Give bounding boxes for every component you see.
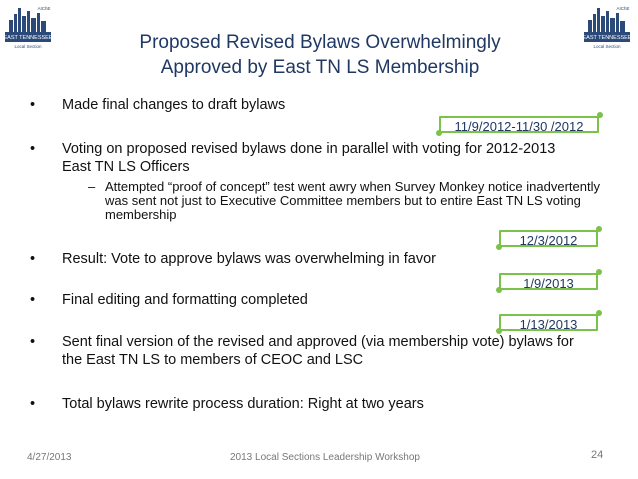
svg-text:EAST TENNESSEE: EAST TENNESSEE [582, 35, 632, 41]
bullet-text: Made final changes to draft bylaws [62, 97, 286, 113]
footer-event: 2013 Local Sections Leadership Workshop [230, 452, 420, 463]
bullet-text: Voting on proposed revised bylaws done in parallel with voting for 2012-2013 East TN LS Officers [62, 141, 556, 175]
bullet-dot-icon: • [30, 141, 36, 157]
bullet-text: Sent final version of the revised and approved (via membership vote) bylaws for the East TN LS to members of CEOC and LSC [62, 334, 574, 368]
bullet-text: Total bylaws rewrite process duration: Right at two years [62, 396, 424, 412]
svg-text:AIChE: AIChE [37, 6, 51, 11]
bullet-dot-icon: • [30, 396, 36, 412]
bullet-dot-icon: • [30, 292, 36, 308]
date-tag: 11/9/2012-11/30 /2012 [439, 116, 599, 133]
svg-text:AIChE: AIChE [616, 6, 630, 11]
svg-text:Local Section: Local Section [14, 44, 42, 49]
slide-title-line-2: Approved by East TN LS Membership [160, 57, 480, 78]
date-tag: 1/9/2013 [499, 273, 598, 290]
slide-title-line-1: Proposed Revised Bylaws Overwhelmingly [139, 32, 501, 53]
logo-left [3, 2, 53, 50]
dash-icon: – [88, 179, 96, 194]
aiche-logo-icon [3, 2, 53, 50]
date-tag: 1/13/2013 [499, 314, 598, 331]
bullet-text: Final editing and formatting completed [62, 292, 308, 308]
footer-date: 4/27/2013 [27, 452, 72, 463]
logo-right [582, 2, 632, 50]
svg-text:Local Section: Local Section [593, 44, 621, 49]
slide-title [90, 30, 550, 80]
page-number: 24 [591, 449, 604, 461]
bullet-dot-icon: • [30, 97, 36, 113]
svg-text:EAST TENNESSEE: EAST TENNESSEE [3, 35, 53, 41]
aiche-logo-icon [582, 2, 632, 50]
bullet-dot-icon: • [30, 251, 36, 267]
bullet-dot-icon: • [30, 334, 36, 350]
bullet-text: Result: Vote to approve bylaws was overwhelming in favor [62, 251, 436, 267]
date-tag: 12/3/2012 [499, 230, 598, 247]
sub-bullet-text: Attempted “proof of concept” test went awry when Survey Monkey notice inadvertently was sent not just to Executive Committee members but to entire East TN LS voting membership [105, 179, 600, 222]
